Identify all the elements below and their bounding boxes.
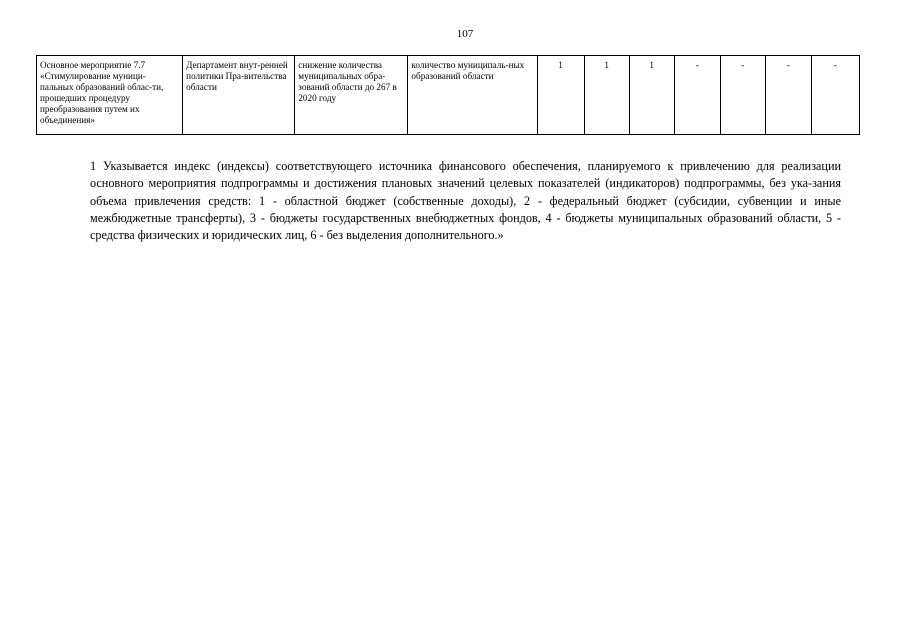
- footnote: 1 Указывается индекс (индексы) соответствующего источника финансового обеспечения, планируемого к привлечению для реализации основного мероприятия подпрограммы и достижения плановых значений целевых показателей (индикаторов) подпрограммы, без ука-зания объема привлечения средств: 1 - областной бюджет (собственные доходы), 2 - федеральный бюджет (субсидии, субвенции и иные межбюджетные трансферты), 3 - бюджеты государственных внебюджетных фондов, 4 - бюджеты муниципальных образований области, 5 - средства физических и юридических лиц, 6 - без выделения дополнительного.»: [90, 159, 841, 243]
- value-cell: 1: [629, 56, 674, 135]
- value-cell: -: [765, 56, 811, 135]
- value-cell: -: [720, 56, 765, 135]
- executor-cell: Департамент внут-ренней политики Пра-вительства области: [183, 56, 295, 135]
- value-cell: 1: [584, 56, 629, 135]
- page-number: 107: [456, 28, 474, 40]
- measures-table: [36, 55, 860, 135]
- table-row: [37, 56, 860, 135]
- value-cell: -: [811, 56, 859, 135]
- result-cell: снижение количества муниципальных обра-зований области до 267 в 2020 году: [295, 56, 408, 135]
- value-cell: 1: [537, 56, 584, 135]
- indicator-cell: количество муниципаль-ных образований области: [408, 56, 537, 135]
- value-cell: -: [674, 56, 720, 135]
- event-cell: Основное мероприятие 7.7 «Стимулирование муници-пальных образований облас-ти, прошедших процедуру преобразования путем их объединения»: [37, 56, 183, 135]
